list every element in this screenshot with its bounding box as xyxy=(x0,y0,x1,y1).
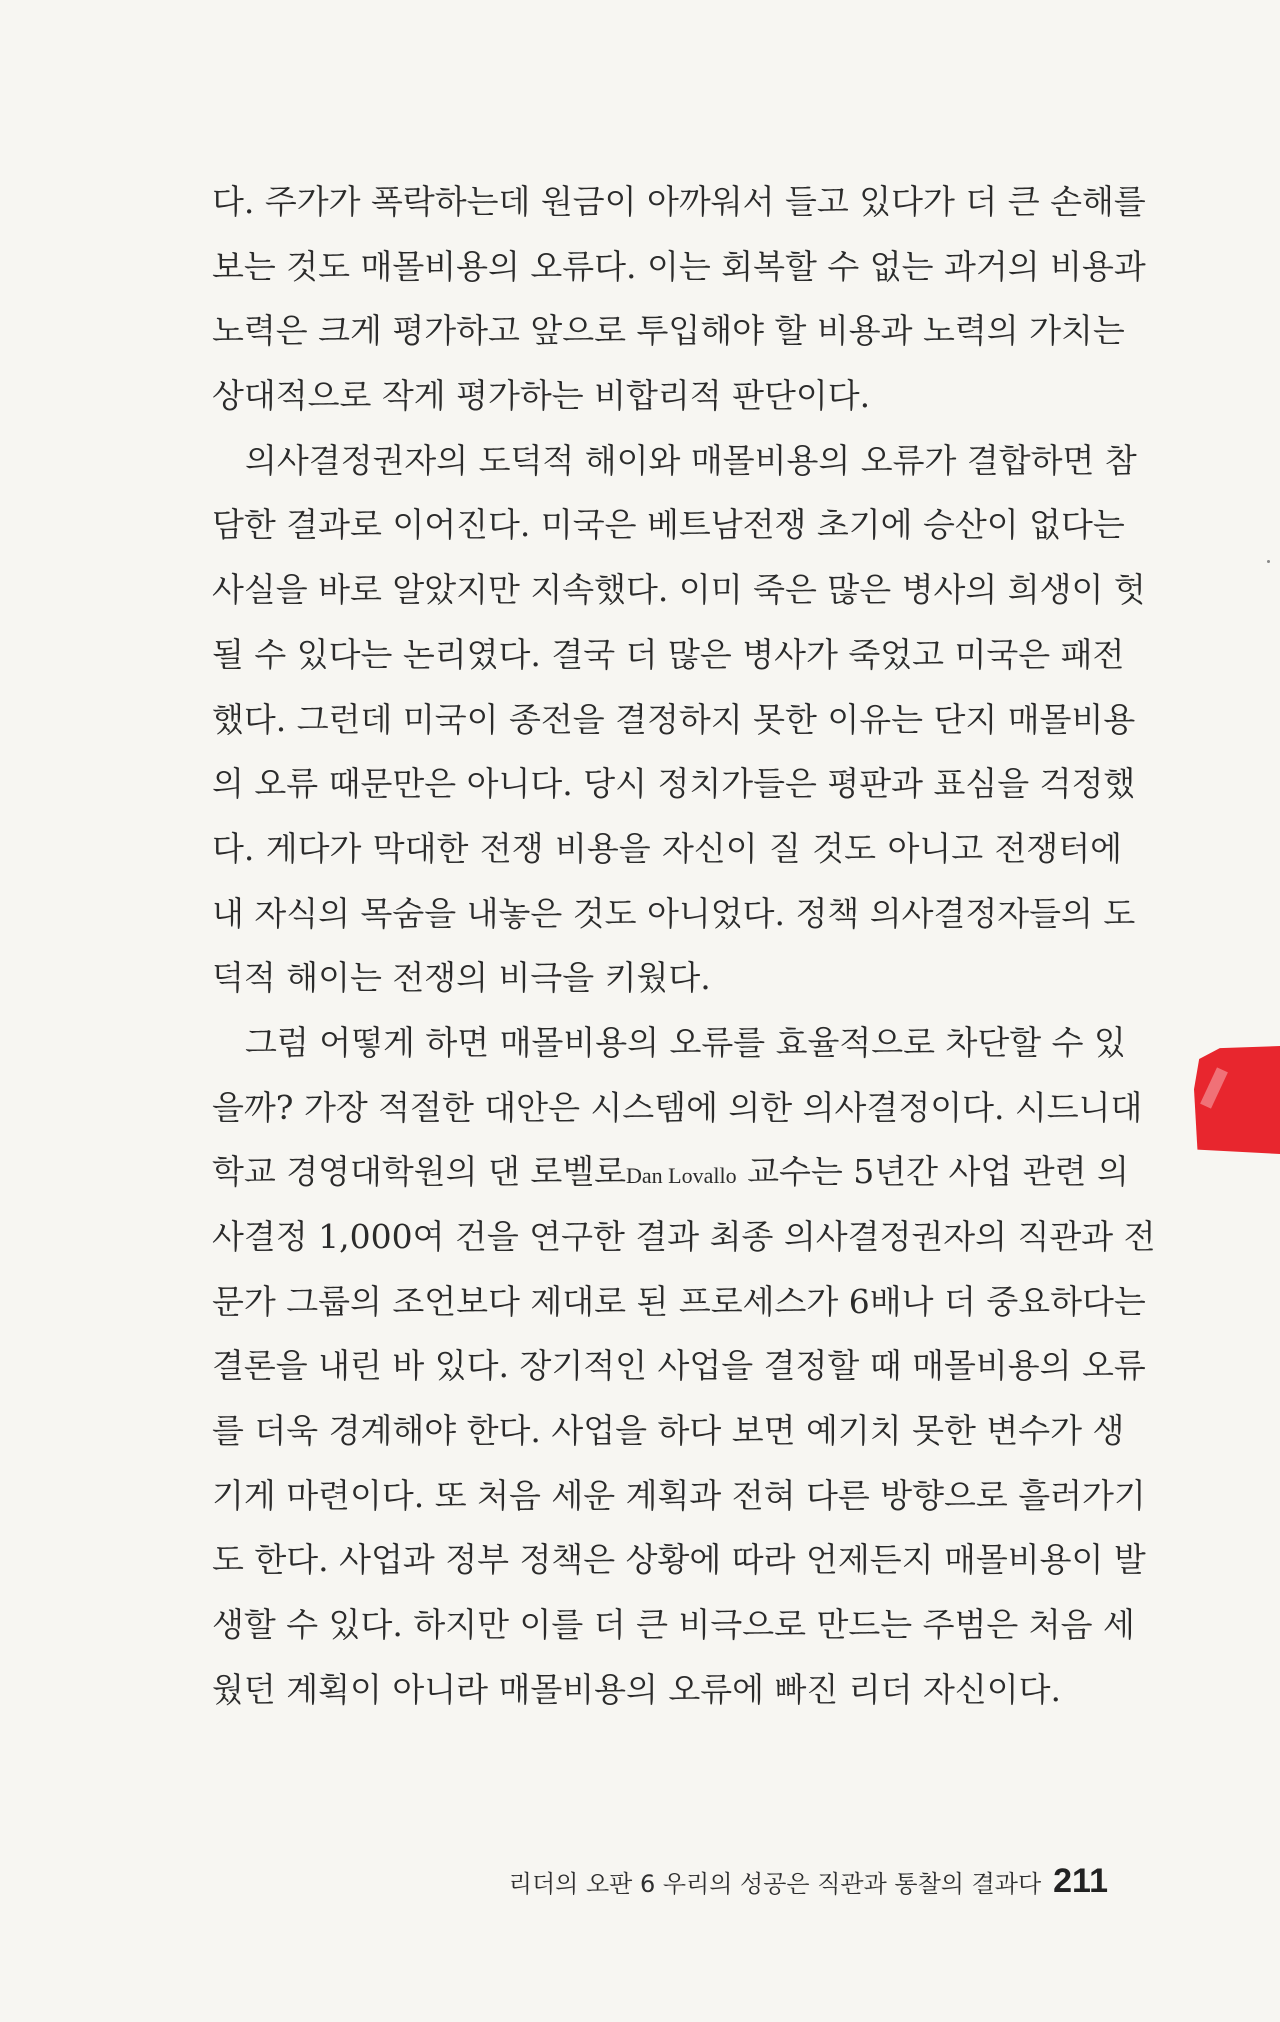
body-line: 담한 결과로 이어진다. 미국은 베트남전쟁 초기에 승산이 없다는 xyxy=(212,505,1125,545)
paper-speck xyxy=(1267,560,1270,563)
body-line: 그럼 어떻게 하면 매몰비용의 오류를 효율적으로 차단할 수 있 xyxy=(245,1022,1126,1062)
body-line: 보는 것도 매몰비용의 오류다. 이는 회복할 수 없는 과거의 비용과 xyxy=(212,246,1146,286)
body-line-lovallo xyxy=(212,1140,1129,1205)
body-line: 될 수 있다는 논리였다. 결국 더 많은 병사가 죽었고 미국은 패전 xyxy=(212,634,1125,674)
body-line: 사결정 1,000여 건을 연구한 결과 최종 의사결정권자의 직관과 전 xyxy=(212,1217,1156,1256)
body-line: 을까? 가장 적절한 대안은 시스템에 의한 의사결정이다. 시드니대 xyxy=(212,1087,1143,1127)
body-line: 상대적으로 작게 평가하는 비합리적 판단이다. xyxy=(212,376,871,416)
body-text xyxy=(212,170,1156,1723)
body-line: 문가 그룹의 조언보다 제대로 된 프로세스가 6배나 더 중요하다는 xyxy=(212,1281,1146,1321)
body-line: 덕적 해이는 전쟁의 비극을 키웠다. xyxy=(212,958,711,998)
lovallo-before: 학교 경영대학원의 댄 로벨로 xyxy=(212,1152,627,1192)
lovallo-latin-name: Dan Lovallo xyxy=(626,1163,737,1189)
body-line: 의사결정권자의 도덕적 해이와 매몰비용의 오류가 결합하면 참 xyxy=(245,440,1137,480)
lovallo-after: 교수는 5년간 사업 관련 의 xyxy=(736,1152,1129,1192)
page-number: 211 xyxy=(1053,1862,1108,1900)
body-line: 도 한다. 사업과 정부 정책은 상황에 따라 언제든지 매몰비용이 발 xyxy=(212,1540,1146,1580)
body-line: 다. 게다가 막대한 전쟁 비용을 자신이 질 것도 아니고 전쟁터에 xyxy=(212,828,1122,868)
body-line: 다. 주가가 폭락하는데 원금이 아까워서 들고 있다가 더 큰 손해를 xyxy=(212,182,1146,221)
running-title: 리더의 오판 6 우리의 성공은 직관과 통찰의 결과다 xyxy=(508,1870,1042,1898)
body-line: 생할 수 있다. 하지만 이를 더 큰 비극으로 만드는 주범은 처음 세 xyxy=(212,1605,1135,1645)
page-footer xyxy=(509,1862,1108,1901)
body-line: 기게 마련이다. 또 처음 세운 계획과 전혀 다른 방향으로 흘러가기 xyxy=(212,1475,1146,1515)
body-line: 결론을 내린 바 있다. 장기적인 사업을 결정할 때 매몰비용의 오류 xyxy=(212,1346,1146,1386)
body-line: 를 더욱 경계해야 한다. 사업을 하다 보면 예기치 못한 변수가 생 xyxy=(212,1411,1125,1451)
body-line: 내 자식의 목숨을 내놓은 것도 아니었다. 정책 의사결정자들의 도 xyxy=(212,893,1136,933)
red-index-tab xyxy=(1194,1046,1280,1154)
body-line: 의 오류 때문만은 아니다. 당시 정치가들은 평판과 표심을 걱정했 xyxy=(212,764,1136,804)
body-line: 웠던 계획이 아니라 매몰비용의 오류에 빠진 리더 자신이다. xyxy=(212,1669,1061,1709)
body-line: 노력은 크게 평가하고 앞으로 투입해야 할 비용과 노력의 가치는 xyxy=(212,311,1125,351)
body-line: 사실을 바로 알았지만 지속했다. 이미 죽은 많은 병사의 희생이 헛 xyxy=(212,570,1146,610)
body-line: 했다. 그런데 미국이 종전을 결정하지 못한 이유는 단지 매몰비용 xyxy=(212,699,1136,739)
